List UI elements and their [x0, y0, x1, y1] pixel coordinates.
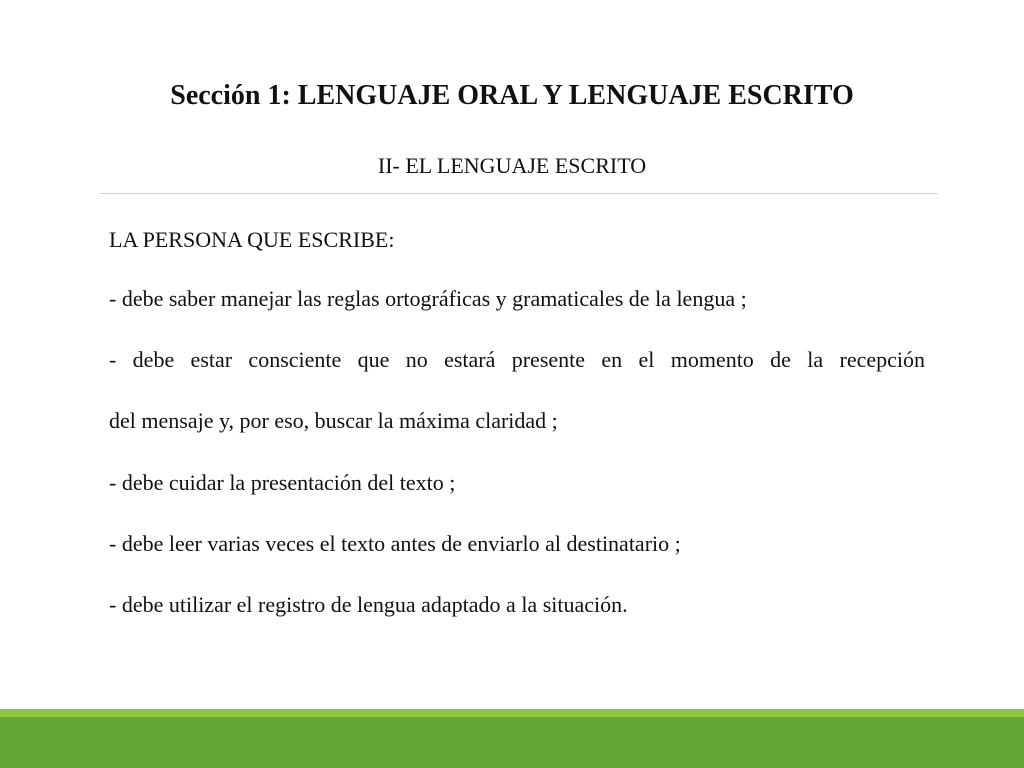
divider: [100, 193, 938, 194]
footer-band-light: [0, 709, 1024, 717]
slide-title: Sección 1: LENGUAJE ORAL Y LENGUAJE ESCRITO: [170, 80, 854, 111]
text-line: - debe utilizar el registro de lengua adaptado a la situación.: [109, 592, 628, 617]
section-heading: LA PERSONA QUE ESCRIBE:: [109, 227, 395, 252]
slide-subtitle: II- EL LENGUAJE ESCRITO: [377, 153, 647, 178]
text-line: - debe estar consciente que no estará presente en el momento de la recepción: [109, 347, 925, 372]
text-line: del mensaje y, por eso, buscar la máxima claridad ;: [109, 408, 558, 433]
text-line: - debe leer varias veces el texto antes de enviarlo al destinatario ;: [109, 531, 681, 556]
text-line: - debe saber manejar las reglas ortográficas y gramaticales de la lengua ;: [109, 286, 747, 311]
text-line: - debe cuidar la presentación del texto ;: [109, 470, 456, 495]
footer-band-dark: [0, 717, 1024, 768]
